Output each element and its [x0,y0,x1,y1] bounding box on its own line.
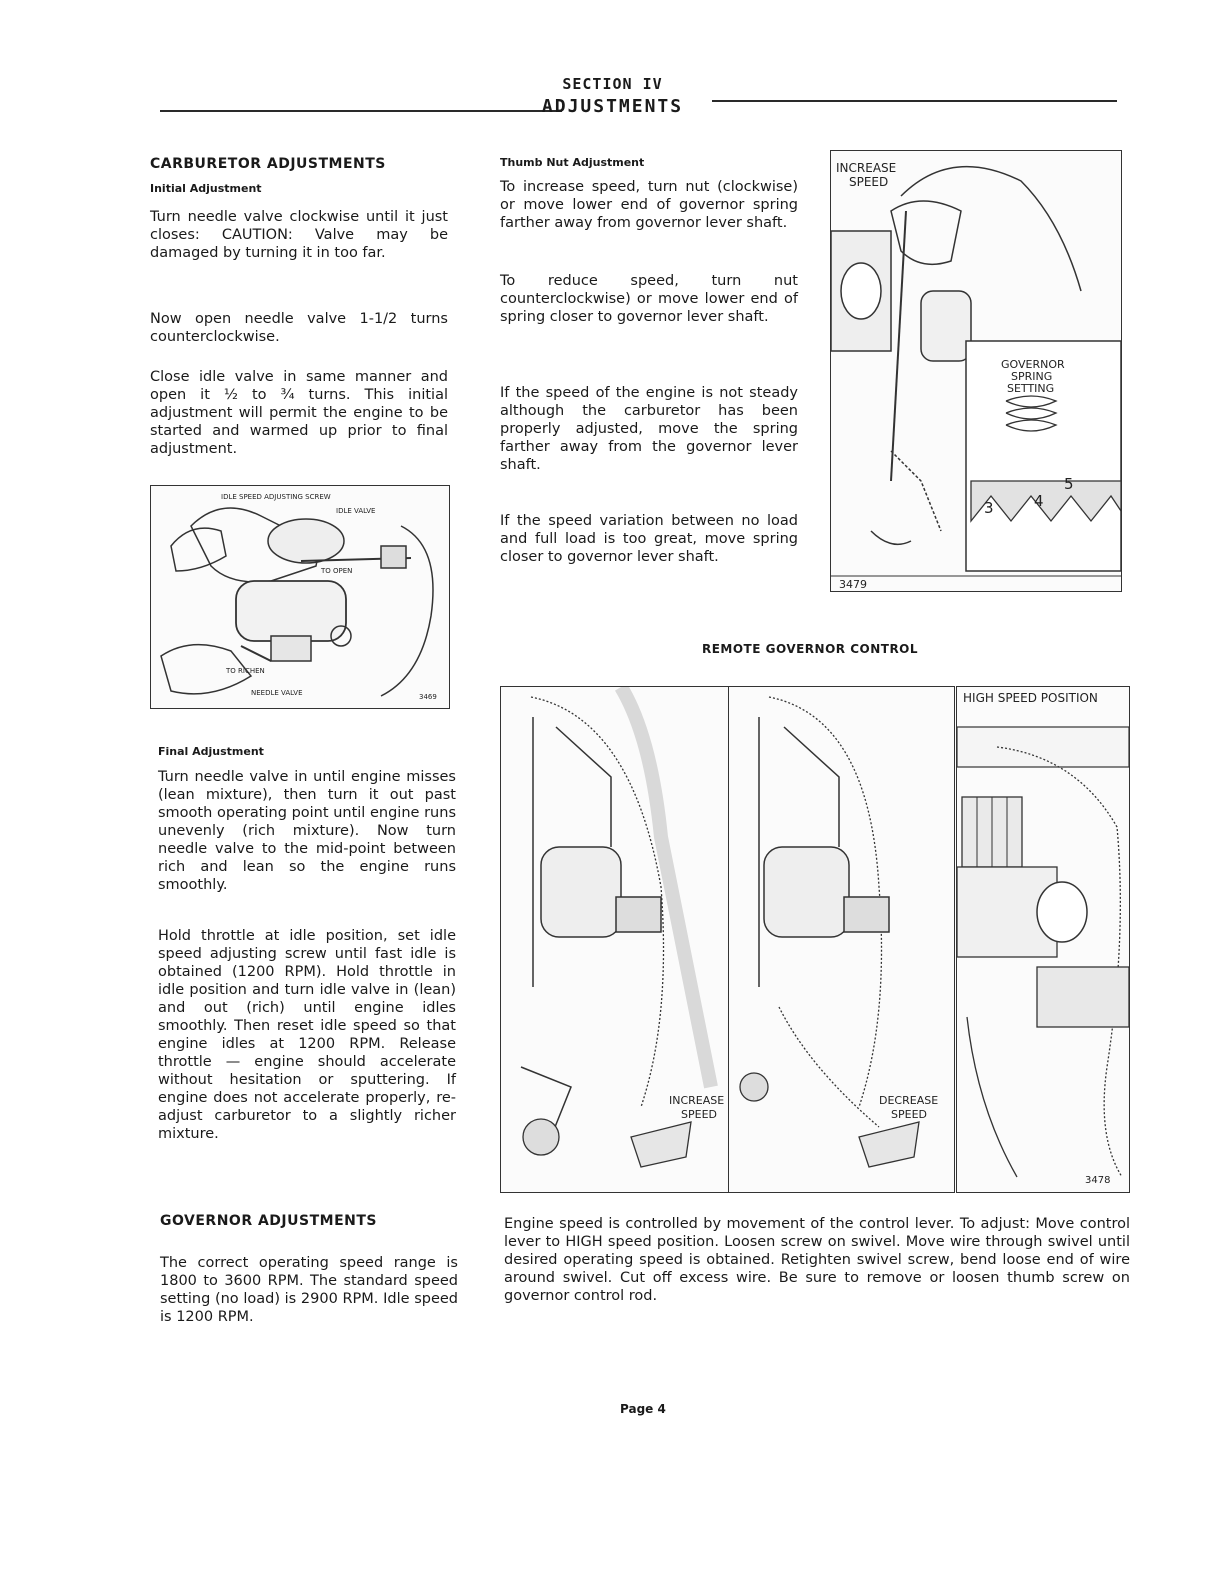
final-adjustment-heading: Final Adjustment [158,745,264,758]
remote-high-speed-illustration [957,687,1129,1192]
carb-paragraph-2: Now open needle valve 1-1/2 turns counterclockwise. [150,311,448,345]
governor-figure-number: 3479 [839,578,867,591]
governor-heading: GOVERNOR ADJUSTMENTS [160,1213,377,1229]
thumb-nut-paragraph-4: If the speed variation between no load and full load is too great, move spring closer to governor lever shaft. [500,513,798,565]
to-richen-label: TO RICHEN [226,667,265,675]
thumb-nut-paragraph-2: To reduce speed, turn nut counterclockwise) or move lower end of spring closer to governor lever shaft. [500,273,798,325]
governor-spring-illustration [831,151,1121,591]
remote-panel-decrease [728,686,955,1193]
initial-adjustment-heading: Initial Adjustment [150,182,262,195]
header-rule-right [712,100,1117,102]
carb-paragraph-3: Close idle valve in same manner and open it ½ to ¾ turns. This initial adjustment will permit the engine to be started and warmed up prior to final adjustment. [150,369,448,457]
carb-paragraph-4: Turn needle valve in until engine misses (lean mixture), then turn it out past smooth operating point until engine runs unevenly (rich mixture). Now turn needle valve to the mid-point between rich and lean so the engine runs smoothly. [158,769,456,893]
thumb-nut-paragraph-3: If the speed of the engine is not steady although the carburetor has been properly adjusted, move the spring farther away from the governor lever shaft. [500,385,798,473]
thumb-nut-paragraph-1: To increase speed, turn nut (clockwise) or move lower end of governor spring farther away from governor lever shaft. [500,179,798,231]
carburetor-figure [150,485,450,709]
governor-paragraph-1: The correct operating speed range is 1800 to 3600 RPM. The standard speed setting (no load) is 2900 RPM. Idle speed is 1200 RPM. [160,1255,458,1325]
scale-mark-5: 5 [1064,475,1074,493]
to-open-label: TO OPEN [321,567,353,575]
remote-panel-increase [500,686,730,1193]
carb-paragraph-5: Hold throttle at idle position, set idle speed adjusting screw until fast idle is obtained (1200 RPM). Hold throttle in idle position and turn idle valve in (lean) and out (rich) until engine idles smoothly. Then reset idle speed so that engine idles at 1200 RPM. Release throttle — engine should accelerate without hesitation or sputtering. If engine does not accelerate properly, re-adjust carburetor to a slightly richer mixture. [158,928,456,1142]
page-number: Page 4 [620,1402,666,1416]
increase-speed-line1: INCREASE [669,1094,725,1107]
spring-label: SPRING [1011,370,1053,383]
carburetor-heading: CARBURETOR ADJUSTMENTS [150,156,386,172]
increase-label: INCREASE [836,161,897,175]
carburetor-figure-number: 3469 [419,693,437,701]
remote-figure-number: 3478 [1085,1175,1111,1186]
decrease-speed-line1: DECREASE [879,1094,939,1107]
idle-valve-label: IDLE VALVE [336,507,376,515]
needle-valve-label: NEEDLE VALVE [251,689,303,697]
scale-mark-4: 4 [1034,492,1044,510]
page-title: ADJUSTMENTS [541,96,684,117]
thumb-nut-heading: Thumb Nut Adjustment [500,156,645,169]
governor-label: GOVERNOR [1001,358,1065,371]
carb-paragraph-1: Turn needle valve clockwise until it just closes: CAUTION: Valve may be damaged by turning it in too far. [150,209,448,261]
remote-governor-caption: REMOTE GOVERNOR CONTROL [701,642,919,656]
setting-label: SETTING [1007,382,1055,395]
speed-label: SPEED [849,175,889,189]
scale-mark-3: 3 [984,499,994,517]
high-speed-position-label: HIGH SPEED POSITION [963,691,1098,705]
governor-spring-figure [830,150,1122,592]
section-number: SECTION IV [562,75,663,93]
idle-speed-screw-label: IDLE SPEED ADJUSTING SCREW [221,493,331,501]
decrease-speed-line2: SPEED [891,1108,927,1121]
remote-panel-high-speed [956,686,1130,1193]
remote-paragraph: Engine speed is controlled by movement of the control lever. To adjust: Move control lever to HIGH speed position. Loosen screw on swivel. Move wire through swivel until desired operating speed is obtained. Retighten swivel screw, bend loose end of wire around swivel. Cut off excess wire. Be sure to remove or loosen thumb screw on governor control rod. [504,1216,1130,1304]
increase-speed-line2: SPEED [681,1108,717,1121]
carburetor-illustration [151,486,449,708]
